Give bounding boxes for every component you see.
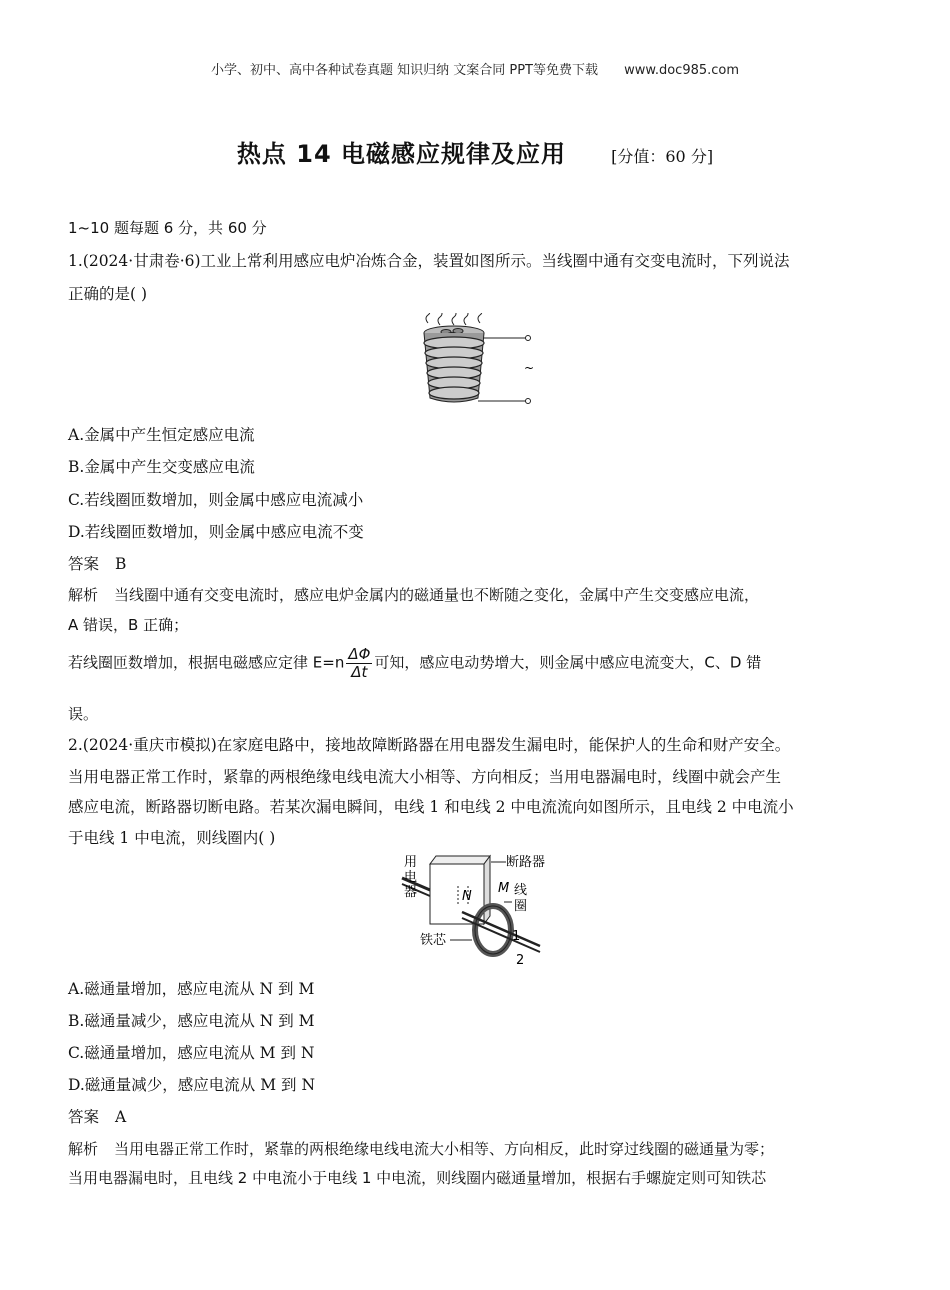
q1-analysis-line2: A 错误，B 正确； xyxy=(68,616,189,634)
q1-induction-furnace-figure xyxy=(410,313,540,408)
instructions: 1~10 题每题 6 分，共 60 分 xyxy=(68,219,267,237)
banner-site-link[interactable]: www.doc985.com xyxy=(624,63,740,78)
label-n: N xyxy=(462,889,472,904)
q1-analysis-text1: 当线圈中通有交变电流时，感应电炉金属内的磁通量也不断随之变化，金属中产生交变感应电流， xyxy=(114,586,760,604)
label-wire-1: 1 xyxy=(512,929,521,944)
page-title xyxy=(0,134,950,169)
q2-analysis-text1: 当用电器正常工作时，紧靠的两根绝缘电线电流大小相等、方向相反，此时穿过线圈的磁通量为零； xyxy=(114,1140,775,1158)
q1-analysis-label: 解析 xyxy=(68,586,99,604)
q2-analysis-line1 xyxy=(68,1138,774,1159)
q1-option-a: A.金属中产生恒定感应电流 xyxy=(68,426,255,444)
q1-answer-value: B xyxy=(115,555,127,573)
q2-option-b: B.磁通量减少，感应电流从 N 到 M xyxy=(68,1012,315,1030)
label-appliance-2: 电 xyxy=(404,870,418,885)
q2-stem-line1: 2.(2024·重庆市模拟)在家庭电路中，接地故障断路器在用电器发生漏电时，能保护人的生命和财产安全。 xyxy=(68,736,791,754)
q1-answer xyxy=(68,552,126,574)
q2-analysis-line2: 当用电器漏电时，且电线 2 中电流小于电线 1 中电流，则线圈内磁通量增加，根据右手螺旋定则可知铁芯 xyxy=(68,1169,767,1187)
label-m: M xyxy=(498,881,510,896)
q2-stem-line2: 当用电器正常工作时，紧靠的两根绝缘电线电流大小相等、方向相反；当用电器漏电时，线圈中就会产生 xyxy=(68,768,782,786)
title-main: 热点 14 电磁感应规律及应用 xyxy=(236,140,567,168)
q1-analysis-text3-post: 可知，感应电动势增大，则金属中感应电流变大，C、D 错 xyxy=(374,653,762,672)
q1-answer-label: 答案 xyxy=(68,555,100,573)
label-appliance-1: 用 xyxy=(404,855,418,870)
label-appliance-3: 器 xyxy=(404,885,418,900)
q2-answer-value: A xyxy=(115,1108,127,1126)
title-score: [分值：60 分] xyxy=(611,147,714,166)
q1-stem-line2: 正确的是( ) xyxy=(68,285,148,303)
q1-analysis-line4: 误。 xyxy=(68,705,99,723)
faraday-fraction xyxy=(346,646,372,680)
fraction-denominator: Δt xyxy=(351,662,368,681)
q1-option-b: B.金属中产生交变感应电流 xyxy=(68,458,255,476)
header-banner xyxy=(0,59,950,78)
q2-stem-line3: 感应电流，断路器切断电路。若某次漏电瞬间，电线 1 和电线 2 中电流流向如图所示，且电线 2 中电流小 xyxy=(68,798,794,816)
q2-analysis-label: 解析 xyxy=(68,1140,99,1158)
q2-option-c: C.磁通量增加，感应电流从 M 到 N xyxy=(68,1044,315,1062)
q2-stem-line4: 于电线 1 中电流，则线圈内( ) xyxy=(68,829,276,847)
label-breaker: 断路器 xyxy=(506,855,546,870)
fraction-numerator: ΔΦ xyxy=(348,645,371,663)
q2-answer xyxy=(68,1105,126,1127)
label-wire-2: 2 xyxy=(516,953,525,968)
q2-option-d: D.磁通量减少，感应电流从 M 到 N xyxy=(68,1076,316,1094)
label-coil-1: 线 xyxy=(514,883,528,898)
q1-stem-line1: 1.(2024·甘肃卷·6)工业上常利用感应电炉冶炼合金，装置如图所示。当线圈中通有交变电流时，下列说法 xyxy=(68,252,790,270)
q2-answer-label: 答案 xyxy=(68,1108,100,1126)
q1-analysis-line3 xyxy=(68,646,761,680)
q1-analysis-text3-pre: 若线圈匝数增加，根据电磁感应定律 E=n xyxy=(68,653,345,672)
label-core: 铁芯 xyxy=(420,933,447,948)
label-coil-2: 圈 xyxy=(514,899,528,914)
q2-option-a: A.磁通量增加，感应电流从 N 到 M xyxy=(68,980,315,998)
banner-text: 小学、初中、高中各种试卷真题 知识归纳 文案合同 PPT等免费下载 xyxy=(210,63,598,78)
q1-analysis-line1 xyxy=(68,584,759,605)
q1-option-c: C.若线圈匝数增加，则金属中感应电流减小 xyxy=(68,491,364,509)
q2-breaker-figure xyxy=(398,852,558,968)
ac-symbol: ~ xyxy=(524,361,535,375)
q1-option-d: D.若线圈匝数增加，则金属中感应电流不变 xyxy=(68,523,364,541)
